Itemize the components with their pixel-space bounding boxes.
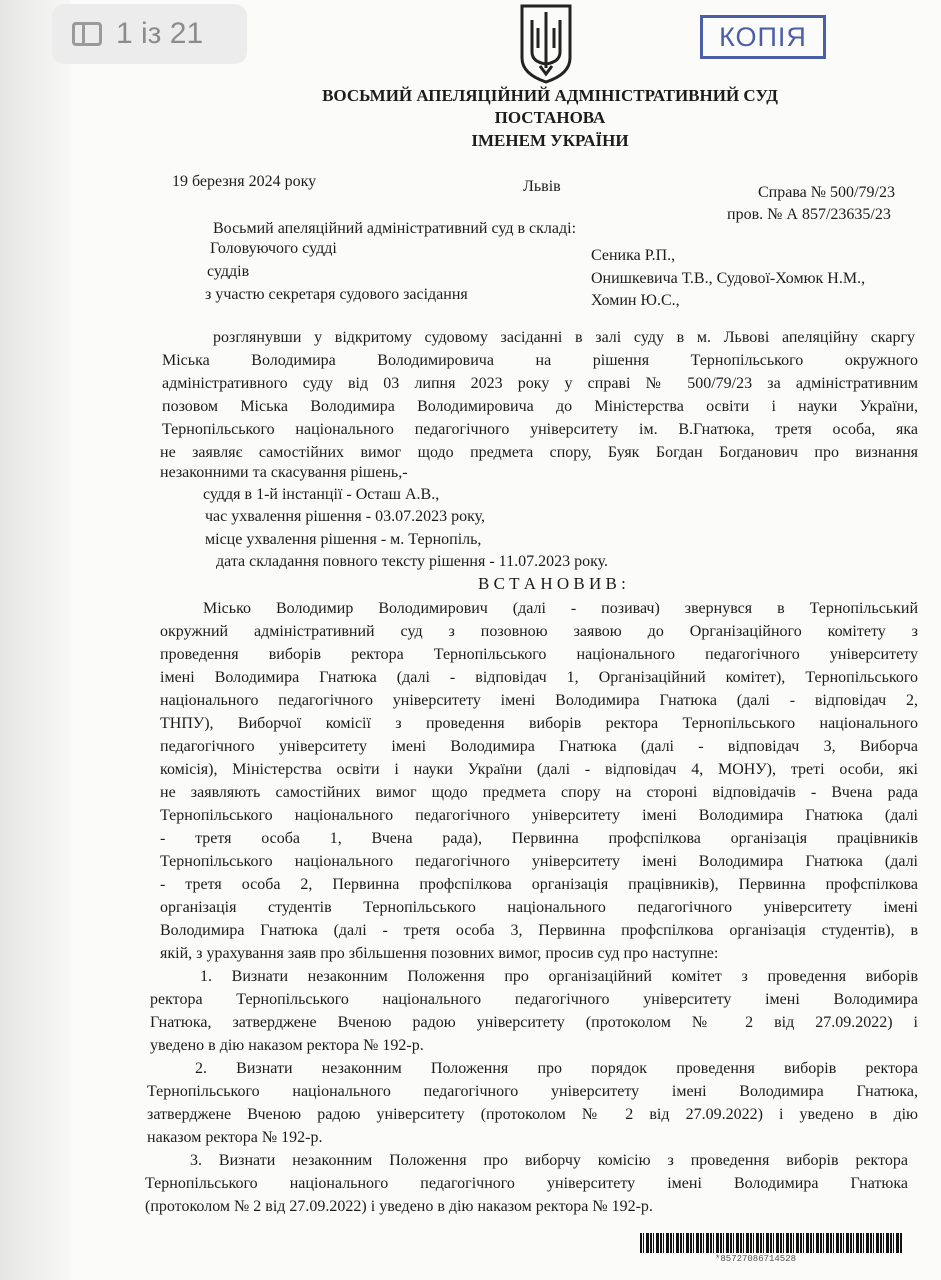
claim-item: затверджене Вченою радою університету (протоколом № 2 від 27.09.2022) і уведено в дію — [147, 1106, 918, 1123]
claim-item: 1. Визнати незаконним Положення про організаційний комітет з проведення виборів — [200, 968, 918, 985]
claim-item: ректора Тернопільського національного педагогічного університету імені Володимира — [150, 991, 918, 1008]
presiding-name: Сеника Р.П., — [591, 247, 676, 264]
considered-line: Міська Володимира Володимировича на рішення Тернопільського окружного — [162, 352, 918, 369]
decision-city: Львів — [523, 178, 561, 195]
first-instance-judge: суддя в 1-й інстанції - Осташ А.В., — [203, 486, 440, 503]
secretary-label: з участю секретаря судового засідання — [205, 286, 468, 303]
proceeding-number: пров. № А 857/23635/23 — [727, 206, 891, 223]
body-line: Тернопільського національного педагогічного університету імені Володимира Гнатюка (далі — [160, 853, 918, 870]
claim-item: Тернопільського національного педагогічного університету імені Володимира Гнатюка — [145, 1175, 908, 1192]
claim-item: 2. Визнати незаконним Положення про порядок проведення виборів ректора — [195, 1060, 918, 1077]
page-shadow — [0, 0, 70, 1280]
considered-line: незаконними та скасування рішень,- — [160, 464, 408, 481]
considered-line: розглянувши у відкритому судовому засіданні в залі суду в м. Львові апеляційну скаргу — [213, 329, 915, 346]
presiding-label: Головуючого судді — [210, 240, 337, 257]
claim-item: Гнатюка, затверджене Вченою радою університету (протоколом № 2 від 27.09.2022) і — [150, 1014, 918, 1031]
body-line: окружний адміністративний суд з позовною заявою до Організаційного комітету з — [160, 623, 918, 640]
body-line: не заявляють самостійних вимог щодо предмета спору на стороні відповідачів - Вчена рада — [160, 784, 918, 801]
barcode — [640, 1233, 902, 1253]
document-type: ПОСТАНОВА — [494, 108, 606, 127]
decision-place: місце ухвалення рішення - м. Тернопіль, — [205, 531, 482, 548]
coat-of-arms-icon — [518, 2, 574, 84]
body-line: якій, з урахування заяв про збільшення позовних вимог, просив суд про наступне: — [160, 945, 719, 962]
decision-time: час ухвалення рішення - 03.07.2023 року, — [205, 508, 486, 525]
decision-date: 19 березня 2024 року — [172, 173, 317, 190]
body-line: - третя особа 1, Вчена рада), Первинна профспілкова організація працівників — [160, 830, 918, 847]
considered-line: Тернопільського національного педагогічного університету ім. В.Гнатюка, третя особа, яка — [162, 421, 918, 438]
case-number: Справа № 500/79/23 — [758, 184, 895, 201]
page-indicator[interactable] — [52, 4, 247, 64]
body-line: - третя особа 2, Первинна профспілкова організація працівників), Первинна профспілкова — [160, 876, 918, 893]
body-line: проведення виборів ректора Тернопільського національного педагогічного університету — [160, 646, 918, 663]
in-name-of-ukraine: ІМЕНЕМ УКРАЇНИ — [471, 131, 629, 150]
judges-names: Онишкевича Т.В., Судової-Хомюк Н.М., — [591, 270, 866, 287]
panel-intro: Восьмий апеляційний адміністративний суд в складі: — [213, 220, 577, 237]
body-line: Володимира Гнатюка (далі - третя особа 3, Первинна профспілкова організація студентів), в — [160, 922, 918, 939]
claim-item: наказом ректора № 192-р. — [147, 1129, 323, 1146]
body-line: комісія), Міністерства освіти і науки України (далі - відповідач 4, МОНУ), треті особи, які — [160, 761, 918, 778]
considered-line: адміністративного суду від 03 липня 2023 року у справі № 500/79/23 за адміністративним — [162, 375, 918, 392]
secretary-name: Хомин Ю.С., — [591, 292, 680, 309]
body-line: педагогічного університету імені Володимира Гнатюка (далі - відповідач 3, Виборча — [160, 738, 918, 755]
body-line: імені Володимира Гнатюка (далі - відповідач 1, Організаційний комітет), Тернопільського — [160, 669, 918, 686]
copy-stamp — [700, 15, 826, 59]
body-line: Місько Володимир Володимирович (далі - позивач) звернувся в Тернопільський — [203, 600, 918, 617]
page-indicator-label: 1 із 21 — [116, 17, 204, 50]
body-line: організація студентів Тернопільського національного педагогічного університету імені — [160, 899, 918, 916]
barcode-number: *85727086714528 — [715, 1254, 797, 1264]
considered-line: не заявляє самостійних вимог щодо предмета спору, Буяк Богдан Богданович про визнання — [160, 444, 918, 461]
judges-label: суддів — [207, 263, 250, 280]
considered-line: позовом Міська Володимира Володимировича до Міністерства освіти і науки України, — [162, 398, 918, 415]
claim-item: уведено в дію наказом ректора № 192-р. — [150, 1037, 424, 1054]
claim-item: (протоколом № 2 від 27.09.2022) і уведено в дію наказом ректора № 192-р. — [145, 1198, 653, 1215]
body-line: національного педагогічного університету імені Володимира Гнатюка (далі - відповідач 2, — [160, 692, 918, 709]
claim-item: 3. Визнати незаконним Положення про виборчу комісію з проведення виборів ректора — [190, 1152, 908, 1169]
full-text-date: дата складання повного тексту рішення - 11.07.2023 року. — [216, 553, 609, 570]
established-heading: В С Т А Н О В И В : — [478, 574, 626, 593]
claim-item: Тернопільського національного педагогічного університету імені Володимира Гнатюка, — [147, 1083, 918, 1100]
body-line: Тернопільського національного педагогічного університету імені Володимира Гнатюка (далі — [160, 807, 918, 824]
copy-stamp-label: КОПІЯ — [719, 21, 807, 52]
court-name: ВОСЬМИЙ АПЕЛЯЦІЙНИЙ АДМІНІСТРАТИВНИЙ СУД — [322, 86, 778, 105]
body-line: ТНПУ), Виборчої комісії з проведення виборів ректора Тернопільського національного — [160, 715, 918, 732]
sidebar-icon[interactable] — [72, 22, 102, 46]
